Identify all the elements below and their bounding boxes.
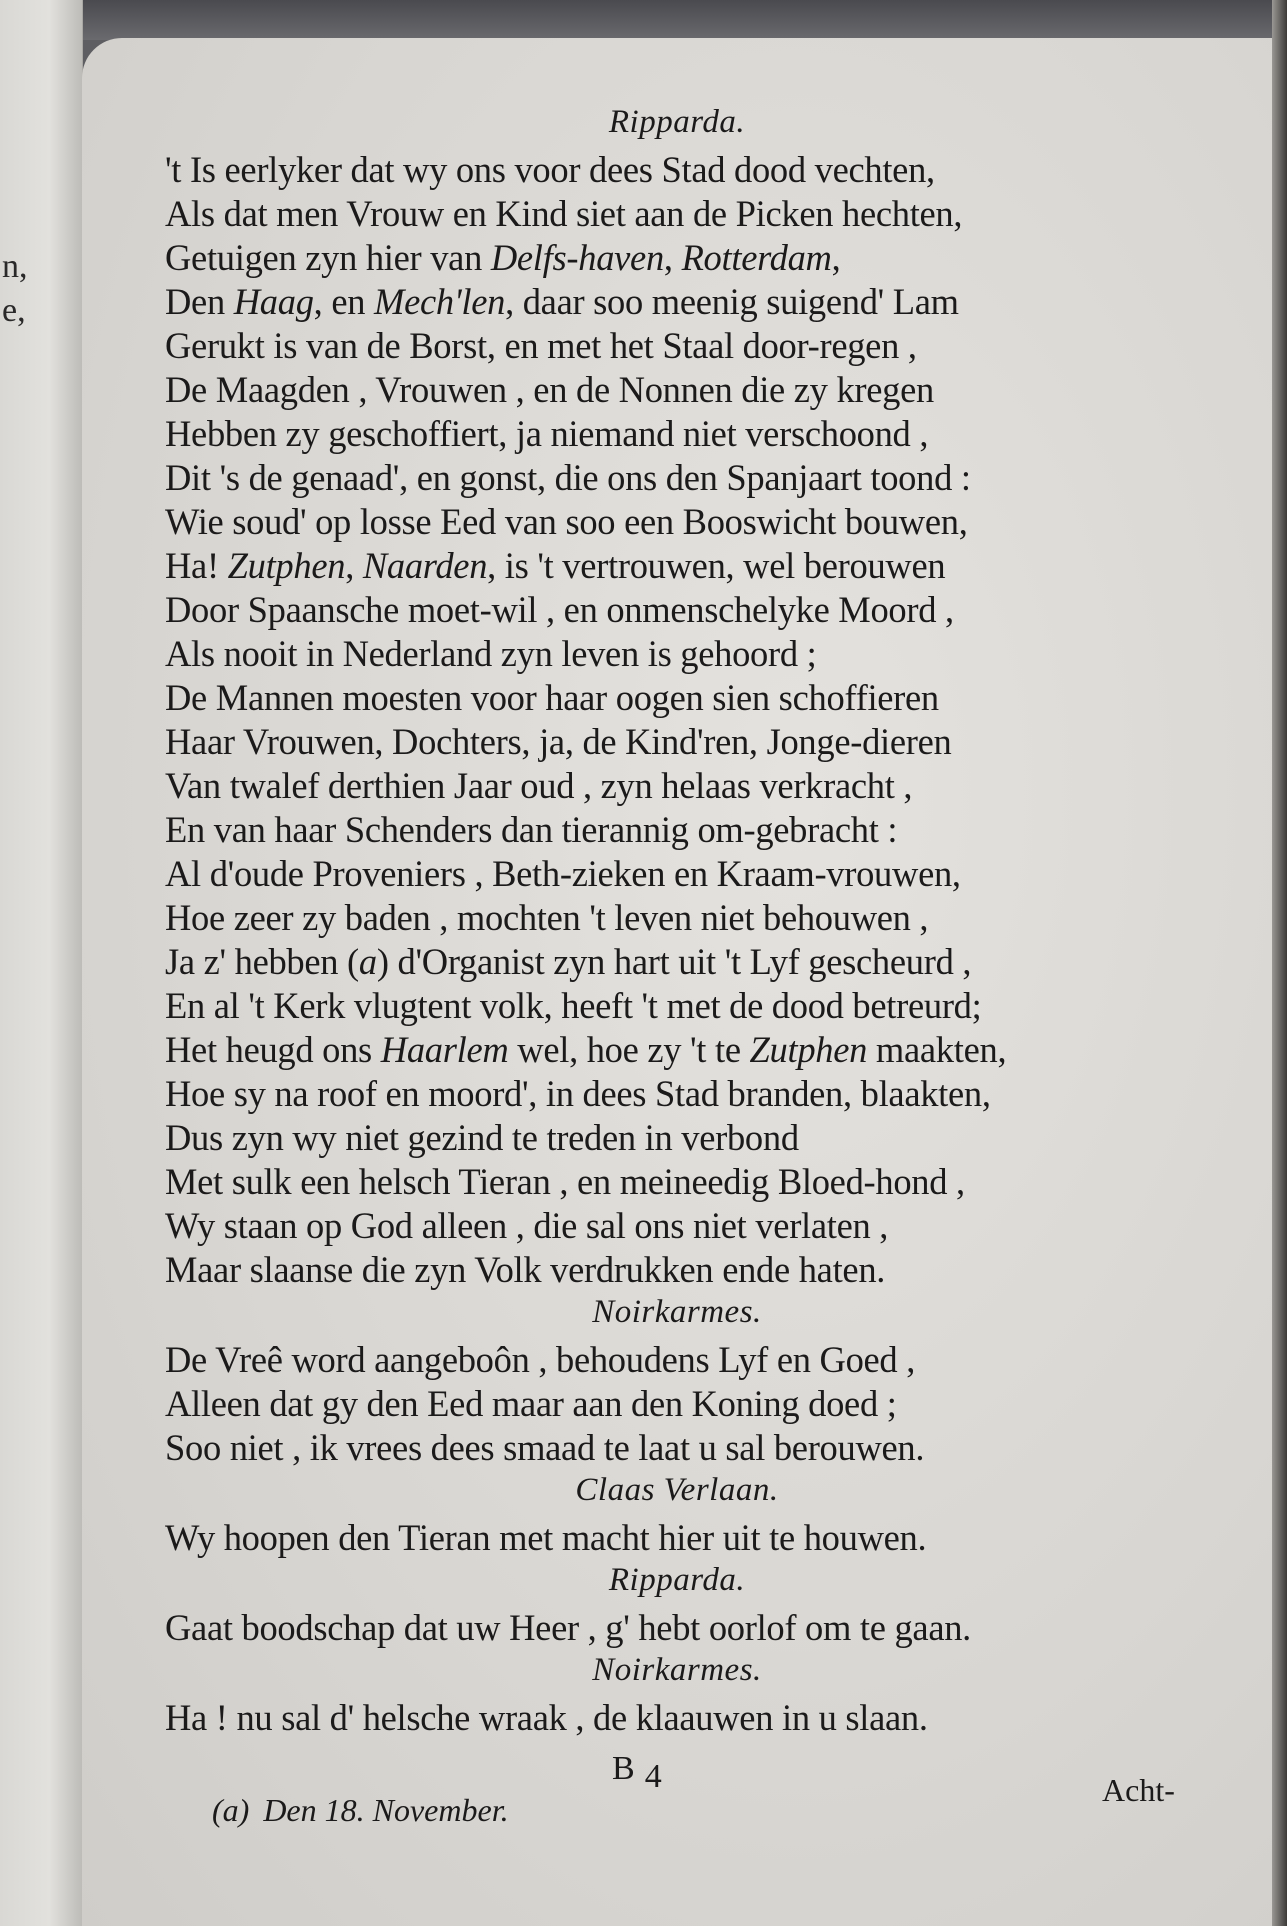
verse-text: Hebben zy geschoffiert, ja niemand niet verschoond , (165, 413, 929, 454)
verse-text: Dit 's de genaad', en gonst, die ons den Spanjaart toond : (165, 457, 971, 498)
verse-text: Hoe sy na roof en moord', in dees Stad branden, blaakten, (165, 1073, 991, 1114)
italic-place-name: Zutphen (227, 545, 346, 586)
verse-line (165, 500, 968, 543)
verse-line (165, 412, 928, 455)
verse-text: Soo niet , ik vrees dees smaad te laat u sal berouwen. (165, 1427, 925, 1468)
verse-text: Door Spaansche moet-wil , en onmenschelyke Moord , (165, 589, 954, 630)
verse-line (165, 808, 897, 851)
speaker-heading: Ripparda. (608, 104, 746, 140)
facing-page-fragment: n, (2, 248, 28, 285)
verse-line (165, 280, 959, 323)
verse-line (165, 676, 939, 719)
verse-text: Maar slaanse die zyn Volk verdrukken ende haten. (165, 1249, 886, 1290)
verse-text: Alleen dat gy den Eed maar aan den Koning doed ; (165, 1383, 897, 1424)
verse-text: , is 't vertrouwen, wel berouwen (487, 545, 946, 586)
verse-text: Getuigen zyn hier van (165, 237, 491, 278)
verse-line (165, 1606, 971, 1649)
verse-line (165, 368, 934, 411)
speaker-heading: Claas Verlaan. (575, 1472, 779, 1508)
verse-text: Wy hoopen den Tieran met macht hier uit te houwen. (165, 1517, 927, 1558)
verse-line (165, 1338, 915, 1381)
verse-line (165, 192, 962, 235)
verse-line (165, 1426, 924, 1469)
verse-text: , en (313, 281, 374, 322)
verse-text: En al 't Kerk vlugtent volk, heeft 't met de dood betreurd; (165, 985, 982, 1026)
verse-text: , (345, 545, 363, 586)
verse-text: maakten, (867, 1029, 1007, 1070)
italic-place-name: Delfs-haven (490, 237, 664, 278)
footnote (212, 1792, 509, 1829)
speaker-heading: Ripparda. (608, 1562, 746, 1598)
verse-line (165, 1696, 928, 1739)
verse-text: Hoe zeer zy baden , mochten 't leven niet behouwen , (165, 897, 929, 938)
verse-line (165, 896, 928, 939)
verse-line (165, 236, 840, 279)
italic-place-name: Haarlem (380, 1029, 509, 1070)
facing-page-left (0, 0, 83, 1926)
signature-letter: B (612, 1750, 635, 1787)
verse-text: 't Is eerlyker dat wy ons voor dees Stad dood vechten, (165, 149, 935, 190)
verse-text: , (831, 237, 841, 278)
page-edge (1272, 0, 1287, 1926)
verse-text: De Vreê word aangeboôn , behoudens Lyf en Goed , (165, 1339, 916, 1380)
verse-text: Wie soud' op losse Eed van soo een Booswicht bouwen, (165, 501, 968, 542)
verse-line (165, 984, 981, 1027)
verse-line (165, 1516, 926, 1559)
verse-text: Het heugd ons (165, 1029, 381, 1070)
verse-line (165, 148, 935, 191)
verse-line (165, 544, 945, 587)
verse-line (165, 720, 951, 763)
verse-line (165, 632, 816, 675)
verse-line (165, 1116, 799, 1159)
verse-line (165, 1160, 965, 1203)
verse-text: Dus zyn wy niet gezind te treden in verbond (165, 1117, 799, 1158)
catchword: Acht- (1102, 1772, 1175, 1808)
verse-text: Ha! (165, 545, 228, 586)
verse-text: Als nooit in Nederland zyn leven is gehoord ; (165, 633, 817, 674)
verse-text: Met sulk een helsch Tieran , en meineedig Bloed-hond , (165, 1161, 965, 1202)
verse-line (165, 764, 912, 807)
signature-number: 4 (644, 1758, 662, 1795)
verse-line (165, 324, 917, 367)
verse-text: En van haar Schenders dan tierannig om-gebracht : (165, 809, 898, 850)
verse-line (165, 852, 961, 895)
italic-place-name: Rotterdam (681, 237, 832, 278)
verse-text: Gerukt is van de Borst, en met het Staal door-regen , (165, 325, 917, 366)
verse-text: ) d'Organist zyn hart uit 't Lyf gescheurd , (376, 941, 972, 982)
verse-text: Al d'oude Proveniers , Beth-zieken en Kraam-vrouwen, (165, 853, 961, 894)
speaker-heading: Noirkarmes. (592, 1294, 762, 1330)
italic-place-name: Mech'len (374, 281, 506, 322)
verse-line (165, 940, 971, 983)
verse-line (165, 1028, 1006, 1071)
verse-text: , (663, 237, 682, 278)
footnote-text: Den 18. November. (263, 1792, 509, 1828)
verse-text: De Mannen moesten voor haar oogen sien schoffieren (165, 677, 939, 718)
verse-line (165, 588, 954, 631)
verse-text: Haar Vrouwen, Dochters, ja, de Kind'ren, Jonge-dieren (165, 721, 952, 762)
italic-place-name: Zutphen (749, 1029, 868, 1070)
verse-line (165, 1248, 885, 1291)
verse-text: Gaat boodschap dat uw Heer , g' hebt oorlof om te gaan. (165, 1607, 971, 1648)
speaker-heading: Noirkarmes. (592, 1652, 762, 1688)
signature-mark (612, 1750, 662, 1795)
verse-line (165, 1072, 991, 1115)
verse-line (165, 1382, 897, 1425)
verse-text: wel, hoe zy 't te (508, 1029, 750, 1070)
verse-line (165, 1204, 888, 1247)
verse-text: Den (165, 281, 234, 322)
verse-text: De Maagden , Vrouwen , en de Nonnen die zy kregen (165, 369, 934, 410)
footnote-marker: (a) (212, 1792, 250, 1828)
verse-text: Ha ! nu sal d' helsche wraak , de klaauwen in u slaan. (165, 1697, 928, 1738)
book-binding-shadow (60, 0, 1287, 40)
verse-line (165, 456, 971, 499)
verse-text: , daar soo meenig suigend' Lam (505, 281, 959, 322)
verse-text: Ja z' hebben ( (165, 941, 359, 982)
verse-text: Wy staan op God alleen , die sal ons niet verlaten , (165, 1205, 889, 1246)
facing-page-fragment: e, (2, 292, 26, 329)
verse-text: Als dat men Vrouw en Kind siet aan de Picken hechten, (165, 193, 963, 234)
italic-place-name: a (358, 941, 377, 982)
verse-text: Van twalef derthien Jaar oud , zyn helaas verkracht , (165, 765, 913, 806)
italic-place-name: Haag (233, 281, 314, 322)
italic-place-name: Naarden (362, 545, 488, 586)
